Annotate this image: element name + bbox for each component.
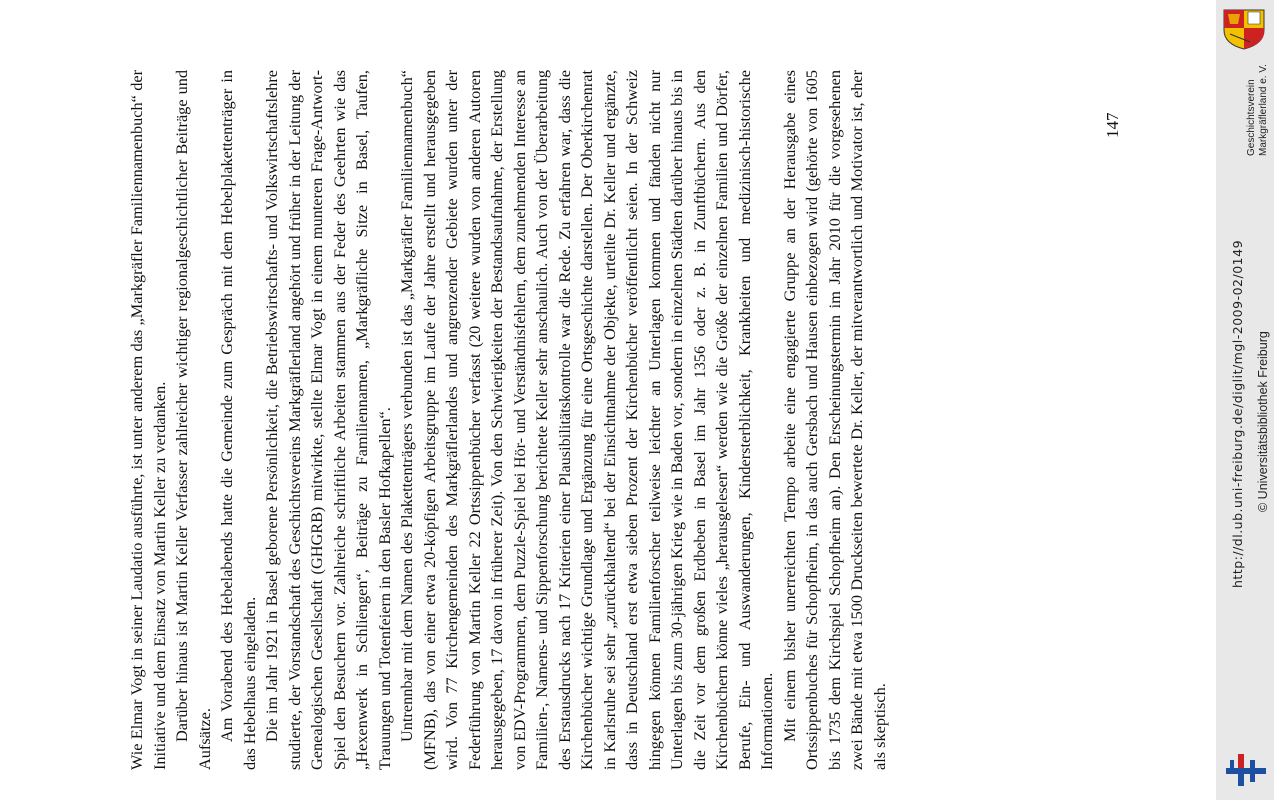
society-name-line2: Markgräflerland e. V. xyxy=(1258,64,1269,156)
paragraph: Am Vorabend des Hebelabends hatte die Gemeinde zum Gespräch mit dem Hebelplakettenträger in das Hebelhaus eingeladen. xyxy=(217,70,259,770)
society-name: Geschichtsverein xyxy=(1246,79,1257,156)
paragraph: Darüber hinaus ist Martin Keller Verfasser zahlreicher wichtiger regionalgeschichtlicher Beiträge und Aufsätze. xyxy=(172,70,214,770)
coat-of-arms-icon xyxy=(1220,8,1268,50)
article-text xyxy=(126,70,1086,770)
paragraph: Mit einem bisher unerreichten Tempo arbeite eine engagierte Gruppe an der Herausgabe eines Ortssippenbuches für Schopfheim, in das auch Gersbach und Hausen einbezogen wird (gehörte von 1605 bis 1735 dem Kirchspiel Schopfheim an). Den Erscheinungstermin im Jahr 2010 für die vorgesehenen zwei Bände mit etwa 1500 Druckseiten bewertete Dr. Keller, der mitverantwortlich und Motivator ist, eher als skeptisch. xyxy=(779,70,889,770)
paragraph: Die im Jahr 1921 in Basel geborene Persönlichkeit, die Betriebswirtschafts- und Volkswirtschaftslehre studierte, der Vorstandschaft des Geschichtsvereins Markgräflerland angehört und früher in der Leitung der Genealogischen Gesellschaft (GHGRB) mitwirkte, stellte Elmar Vogt in einem munteren Frage-Antwort-Spiel den Besuchern vor. Zahlreiche schriftliche Arbeiten stammen aus der Feder des Geehrten wie das „Hexenwerk in Schliengen“, Beiträge zu Familiennamen, „Markgräfliche Sitze in Basel, Taufen, Trauungen und Totenfeiern in den Basler Hofkapellen“. xyxy=(262,70,394,770)
page-number: 147 xyxy=(1103,112,1122,138)
ub-freiburg-logo-icon xyxy=(1224,748,1268,788)
paragraph: Untrennbar mit dem Namen des Plakettenträgers verbunden ist das „Markgräfler Familiennamenbuch“ (MFNB), das von einer etwa 20-köpfigen Arbeitsgruppe im Laufe der Jahre erstellt und herausgegeben wird. Von 77 Kirchengemeinden des Markgräflerlandes und angrenzender Gebiete wurden unter der Federführung von Martin Keller 22 Ortssippenbücher verfasst (20 weitere wurden von anderen Autoren herausgegeben, 17 davon in früherer Zeit). Von den Schwierigkeiten der Bestandsaufnahme, der Erstellung von EDV-Programmen, dem Puzzle-Spiel bei Hör- und Verständnisfehlern, dem zunehmenden Interesse an Familien-, Namens- und Sippenforschung berichtete Keller sehr anschaulich. Auch von der Überarbeitung des Erstausdrucks nach 17 Kriterien einer Plausibilitätskontrolle war die Rede. Zu erfahren war, dass die Kirchenbücher wichtige Grundlage und Ergänzung für eine Ortsgeschichte darstellen. Der Oberkirchenrat in Karlsruhe sei sehr „zurückhaltend“ bei der Einsichtnahme der Objekte, urteilte Dr. Keller und ergänzte, dass in Deutschland erst etwa sieben Prozent der Kirchenbücher veröffentlicht seien. In der Schweiz hingegen können Familienforscher teilweise leichter an Unterlagen kommen und fänden nicht nur Unterlagen bis zum 30-jährigen Krieg wie in Baden vor, sondern in einzelnen Städten darüber hinaus bis in die Zeit vor dem großen Erdbeben in Basel im Jahr 1356 oder z. B. in Zunftbüchern. Aus den Kirchenbüchern könne vieles „herausgelesen“ werden wie die Größe der einzelnen Familien und Dörfer, Berufe, Ein- und Auswanderungen, Kindersterblichkeit, Krankheiten und medizinisch-historische Informationen. xyxy=(397,70,776,770)
copyright-notice: © Universitätsbibliothek Freiburg xyxy=(1256,331,1270,512)
document-url-link[interactable]: http://dl.ub.uni-freiburg.de/diglit/mgl-2009-02/0149 xyxy=(1230,239,1245,588)
paragraph: Wie Elmar Vogt in seiner Laudatio ausführte, ist unter anderem das „Markgräfler Familiennamenbuch“ der Initiative und dem Einsatz von Martin Keller zu verdanken. xyxy=(127,70,169,770)
